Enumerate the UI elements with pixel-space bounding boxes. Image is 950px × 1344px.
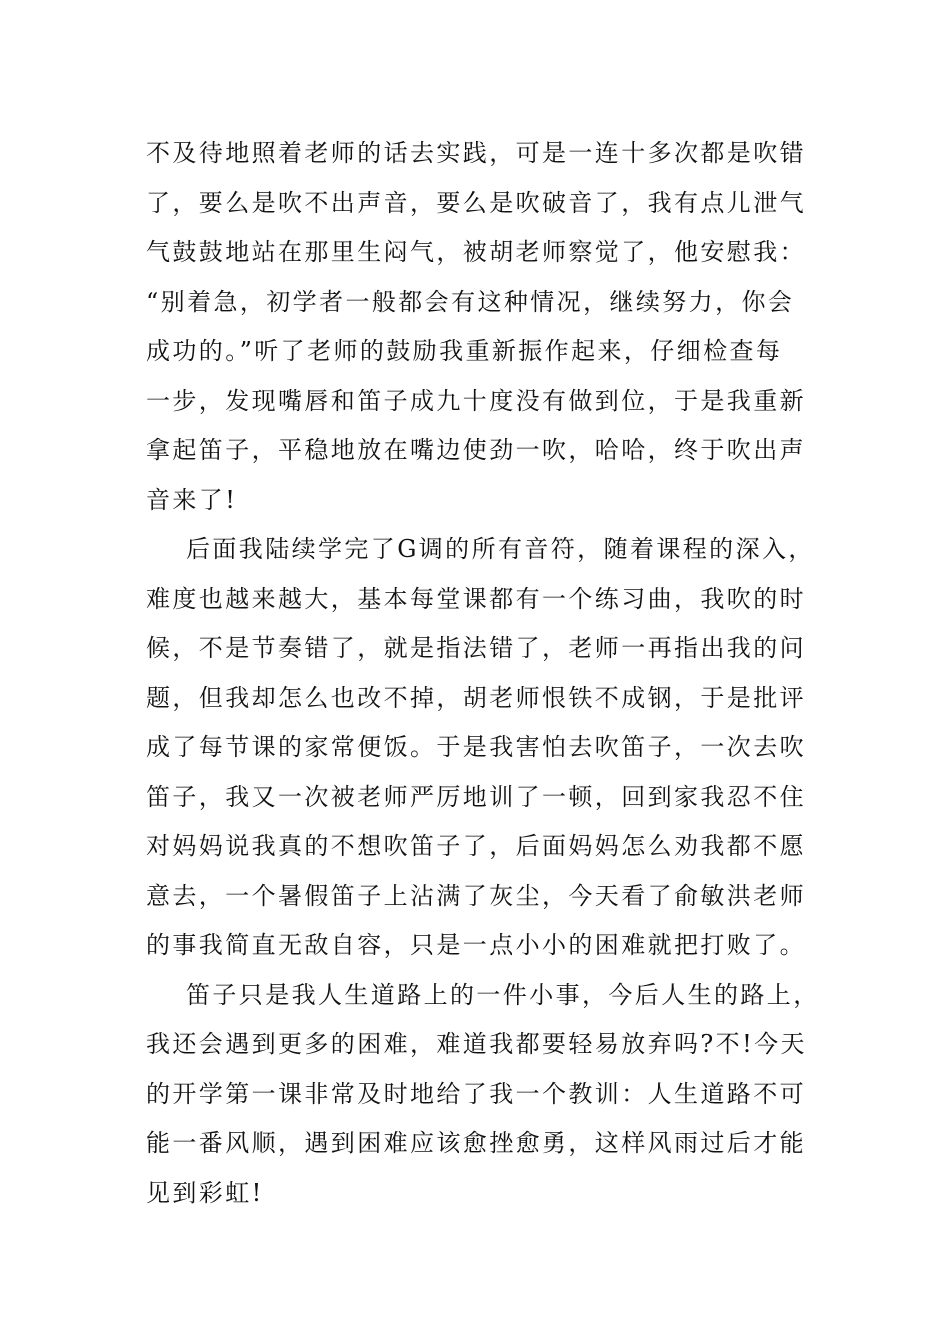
paragraph-2-line-7: 对妈妈说我真的不想吹笛子了，后面妈妈怎么劝我都不愿 — [146, 832, 806, 860]
paragraph-1-line-3: 气鼓鼓地站在那里生闷气，被胡老师察觉了，他安慰我： — [146, 238, 806, 266]
paragraph-1-line-4: “别着急，初学者一般都会有这种情况，继续努力，你会 — [146, 287, 795, 316]
paragraph-2-line-6: 笛子，我又一次被老师严厉地训了一顿，回到家我忍不住 — [146, 782, 806, 811]
paragraph-3-line-3: 的开学第一课非常及时地给了我一个教训：人生道路不可 — [146, 1079, 806, 1108]
paragraph-1-line-7: 拿起笛子，平稳地放在嘴边使劲一吹，哈哈，终于吹出声 — [146, 436, 806, 464]
paragraph-1-line-2: 了，要么是吹不出声音，要么是吹破音了，我有点儿泄气 — [146, 188, 806, 217]
paragraph-2-line-5: 成了每节课的家常便饭。于是我害怕去吹笛子，一次去吹 — [146, 733, 806, 761]
paragraph-2-line-3: 候，不是节奏错了，就是指法错了，老师一再指出我的问 — [146, 634, 806, 662]
paragraph-1-line-6: 一步，发现嘴唇和笛子成九十度没有做到位，于是我重新 — [146, 386, 806, 415]
document-body — [146, 129, 820, 1218]
paragraph-1-line-5: 成功的。”听了老师的鼓励我重新振作起来，仔细检查每 — [146, 337, 783, 365]
paragraph-2-line-1: 后面我陆续学完了G调的所有音符，随着课程的深入， — [186, 535, 815, 563]
paragraph-1-line-1: 不及待地照着老师的话去实践，可是一连十多次都是吹错 — [146, 139, 806, 167]
paragraph-3-line-4: 能一番风顺，遇到困难应该愈挫愈勇，这样风雨过后才能 — [146, 1129, 806, 1157]
paragraph-2-line-8: 意去，一个暑假笛子上沾满了灰尘，今天看了俞敏洪老师 — [146, 881, 806, 910]
paragraph-3-line-5: 见到彩虹! — [146, 1178, 264, 1207]
paragraph-3-line-2: 我还会遇到更多的困难，难道我都要轻易放弃吗?不!今天 — [146, 1030, 807, 1058]
paragraph-1-line-8: 音来了! — [146, 485, 238, 514]
paragraph-2-line-9: 的事我简直无敌自容，只是一点小小的困难就把打败了。 — [146, 931, 806, 959]
paragraph-3-line-1: 笛子只是我人生道路上的一件小事，今后人生的路上， — [186, 980, 820, 1009]
paragraph-2-line-2: 难度也越来越大，基本每堂课都有一个练习曲，我吹的时 — [146, 584, 806, 613]
paragraph-2-line-4: 题，但我却怎么也改不掉，胡老师恨铁不成钢，于是批评 — [146, 683, 806, 712]
